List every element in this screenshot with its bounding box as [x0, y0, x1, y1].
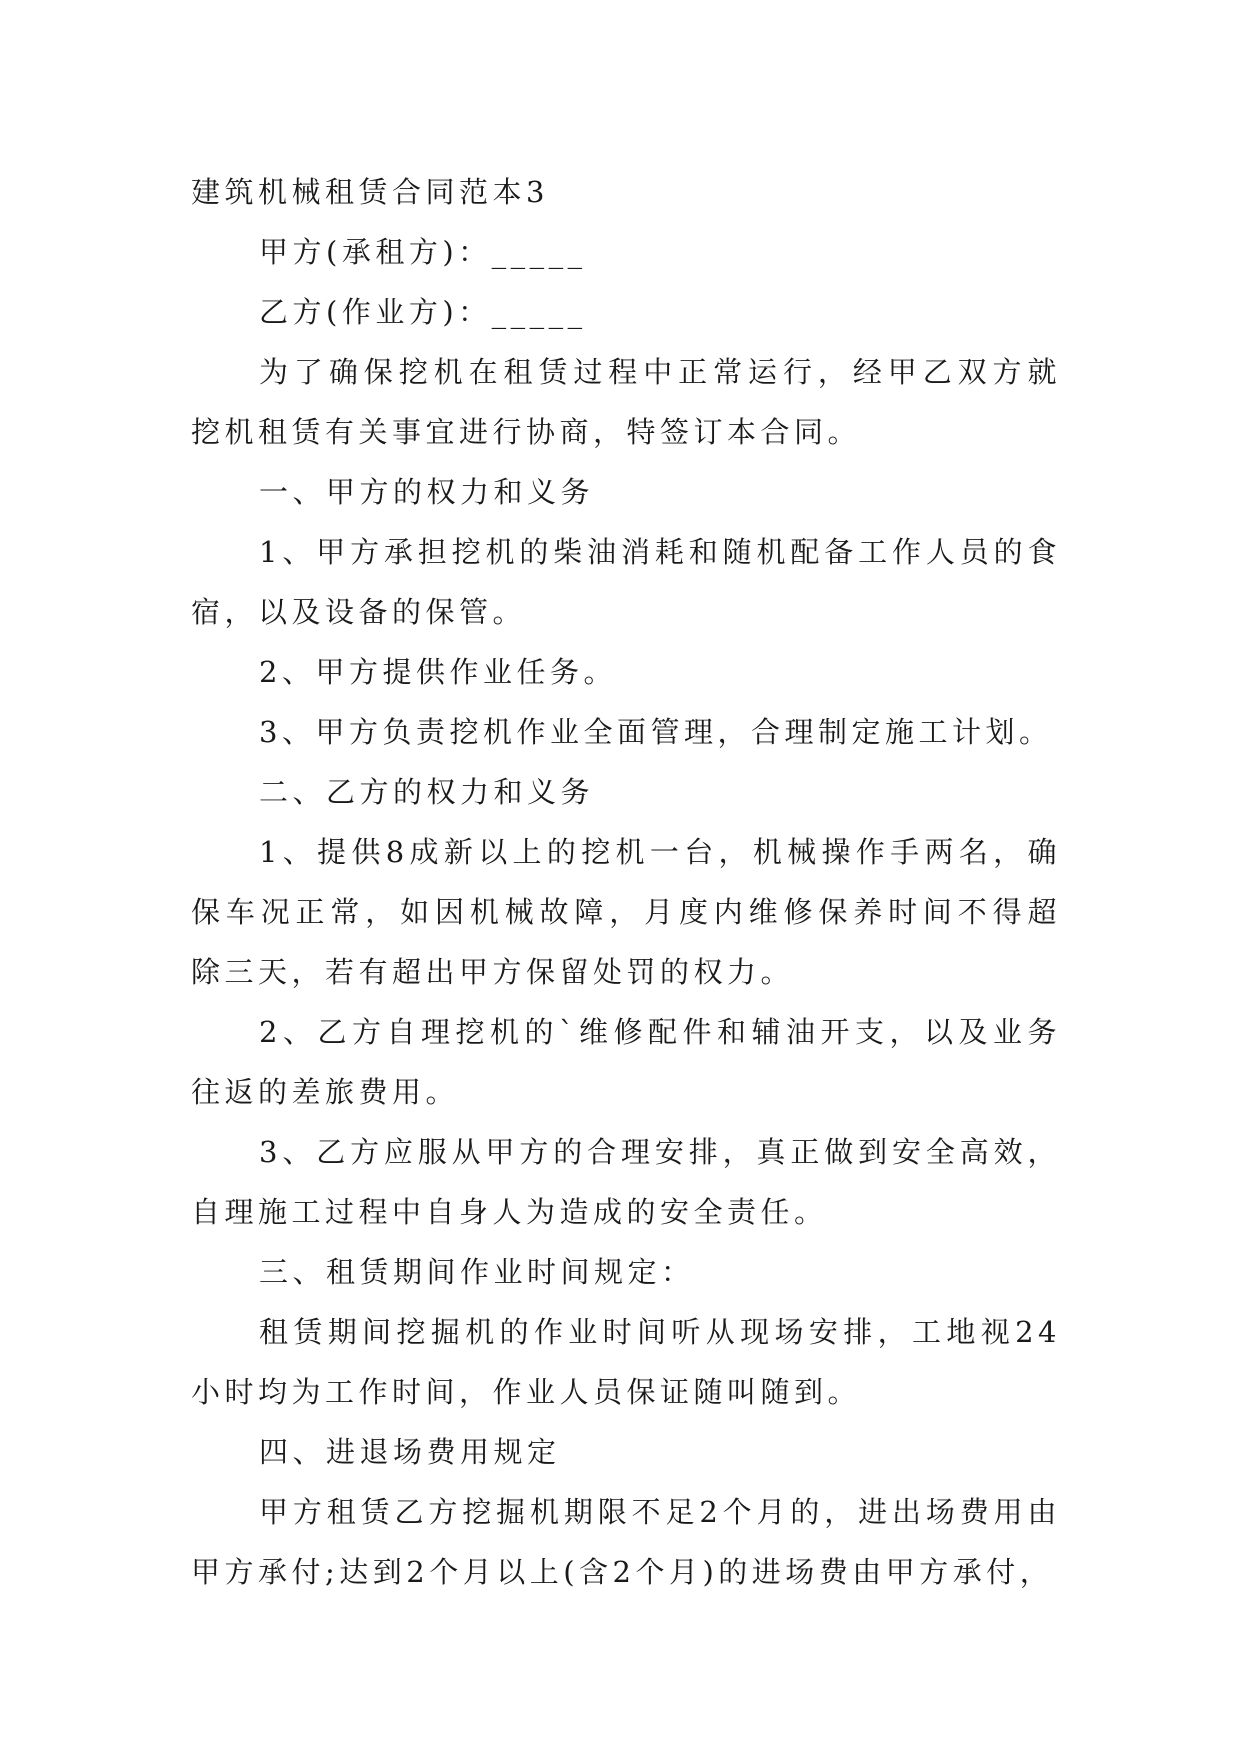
clause-2-3: 3、乙方应服从甲方的合理安排，真正做到安全高效，自理施工过程中自身人为造成的安全责任。 — [191, 1135, 1061, 1229]
party-b-line: 乙方(作业方)：_____ — [259, 295, 587, 329]
clause-2-1: 1、提供8成新以上的挖机一台，机械操作手两名，确保车况正常，如因机械故障，月度内维修保养时间不得超除三天，若有超出甲方保留处罚的权力。 — [191, 835, 1061, 989]
clause-1-2: 2、甲方提供作业任务。 — [259, 655, 617, 689]
document-title: 建筑机械租赁合同范本3 — [191, 175, 549, 209]
document-body — [191, 162, 1061, 1602]
clause-2-2: 2、乙方自理挖机的`维修配件和辅油开支，以及业务往返的差旅费用。 — [191, 1015, 1061, 1109]
clause-4-1: 甲方租赁乙方挖掘机期限不足2个月的，进出场费用由甲方承付;达到2个月以上(含2个月)的进场费由甲方承付， — [191, 1495, 1061, 1589]
clause-3-1: 租赁期间挖掘机的作业时间听从现场安排，工地视24小时均为工作时间，作业人员保证随叫随到。 — [191, 1315, 1061, 1409]
party-a-line: 甲方(承租方)：_____ — [259, 235, 587, 269]
preamble-paragraph: 为了确保挖机在租赁过程中正常运行，经甲乙双方就挖机租赁有关事宜进行协商，特签订本合同。 — [191, 355, 1061, 449]
clause-1-3: 3、甲方负责挖机作业全面管理，合理制定施工计划。 — [259, 715, 1053, 749]
clause-1-1: 1、甲方承担挖机的柴油消耗和随机配备工作人员的食宿，以及设备的保管。 — [191, 535, 1061, 629]
section-heading-2: 二、乙方的权力和义务 — [259, 775, 595, 809]
section-heading-1: 一、甲方的权力和义务 — [259, 475, 595, 509]
section-heading-3: 三、租赁期间作业时间规定： — [259, 1255, 695, 1289]
section-heading-4: 四、进退场费用规定 — [259, 1435, 561, 1469]
